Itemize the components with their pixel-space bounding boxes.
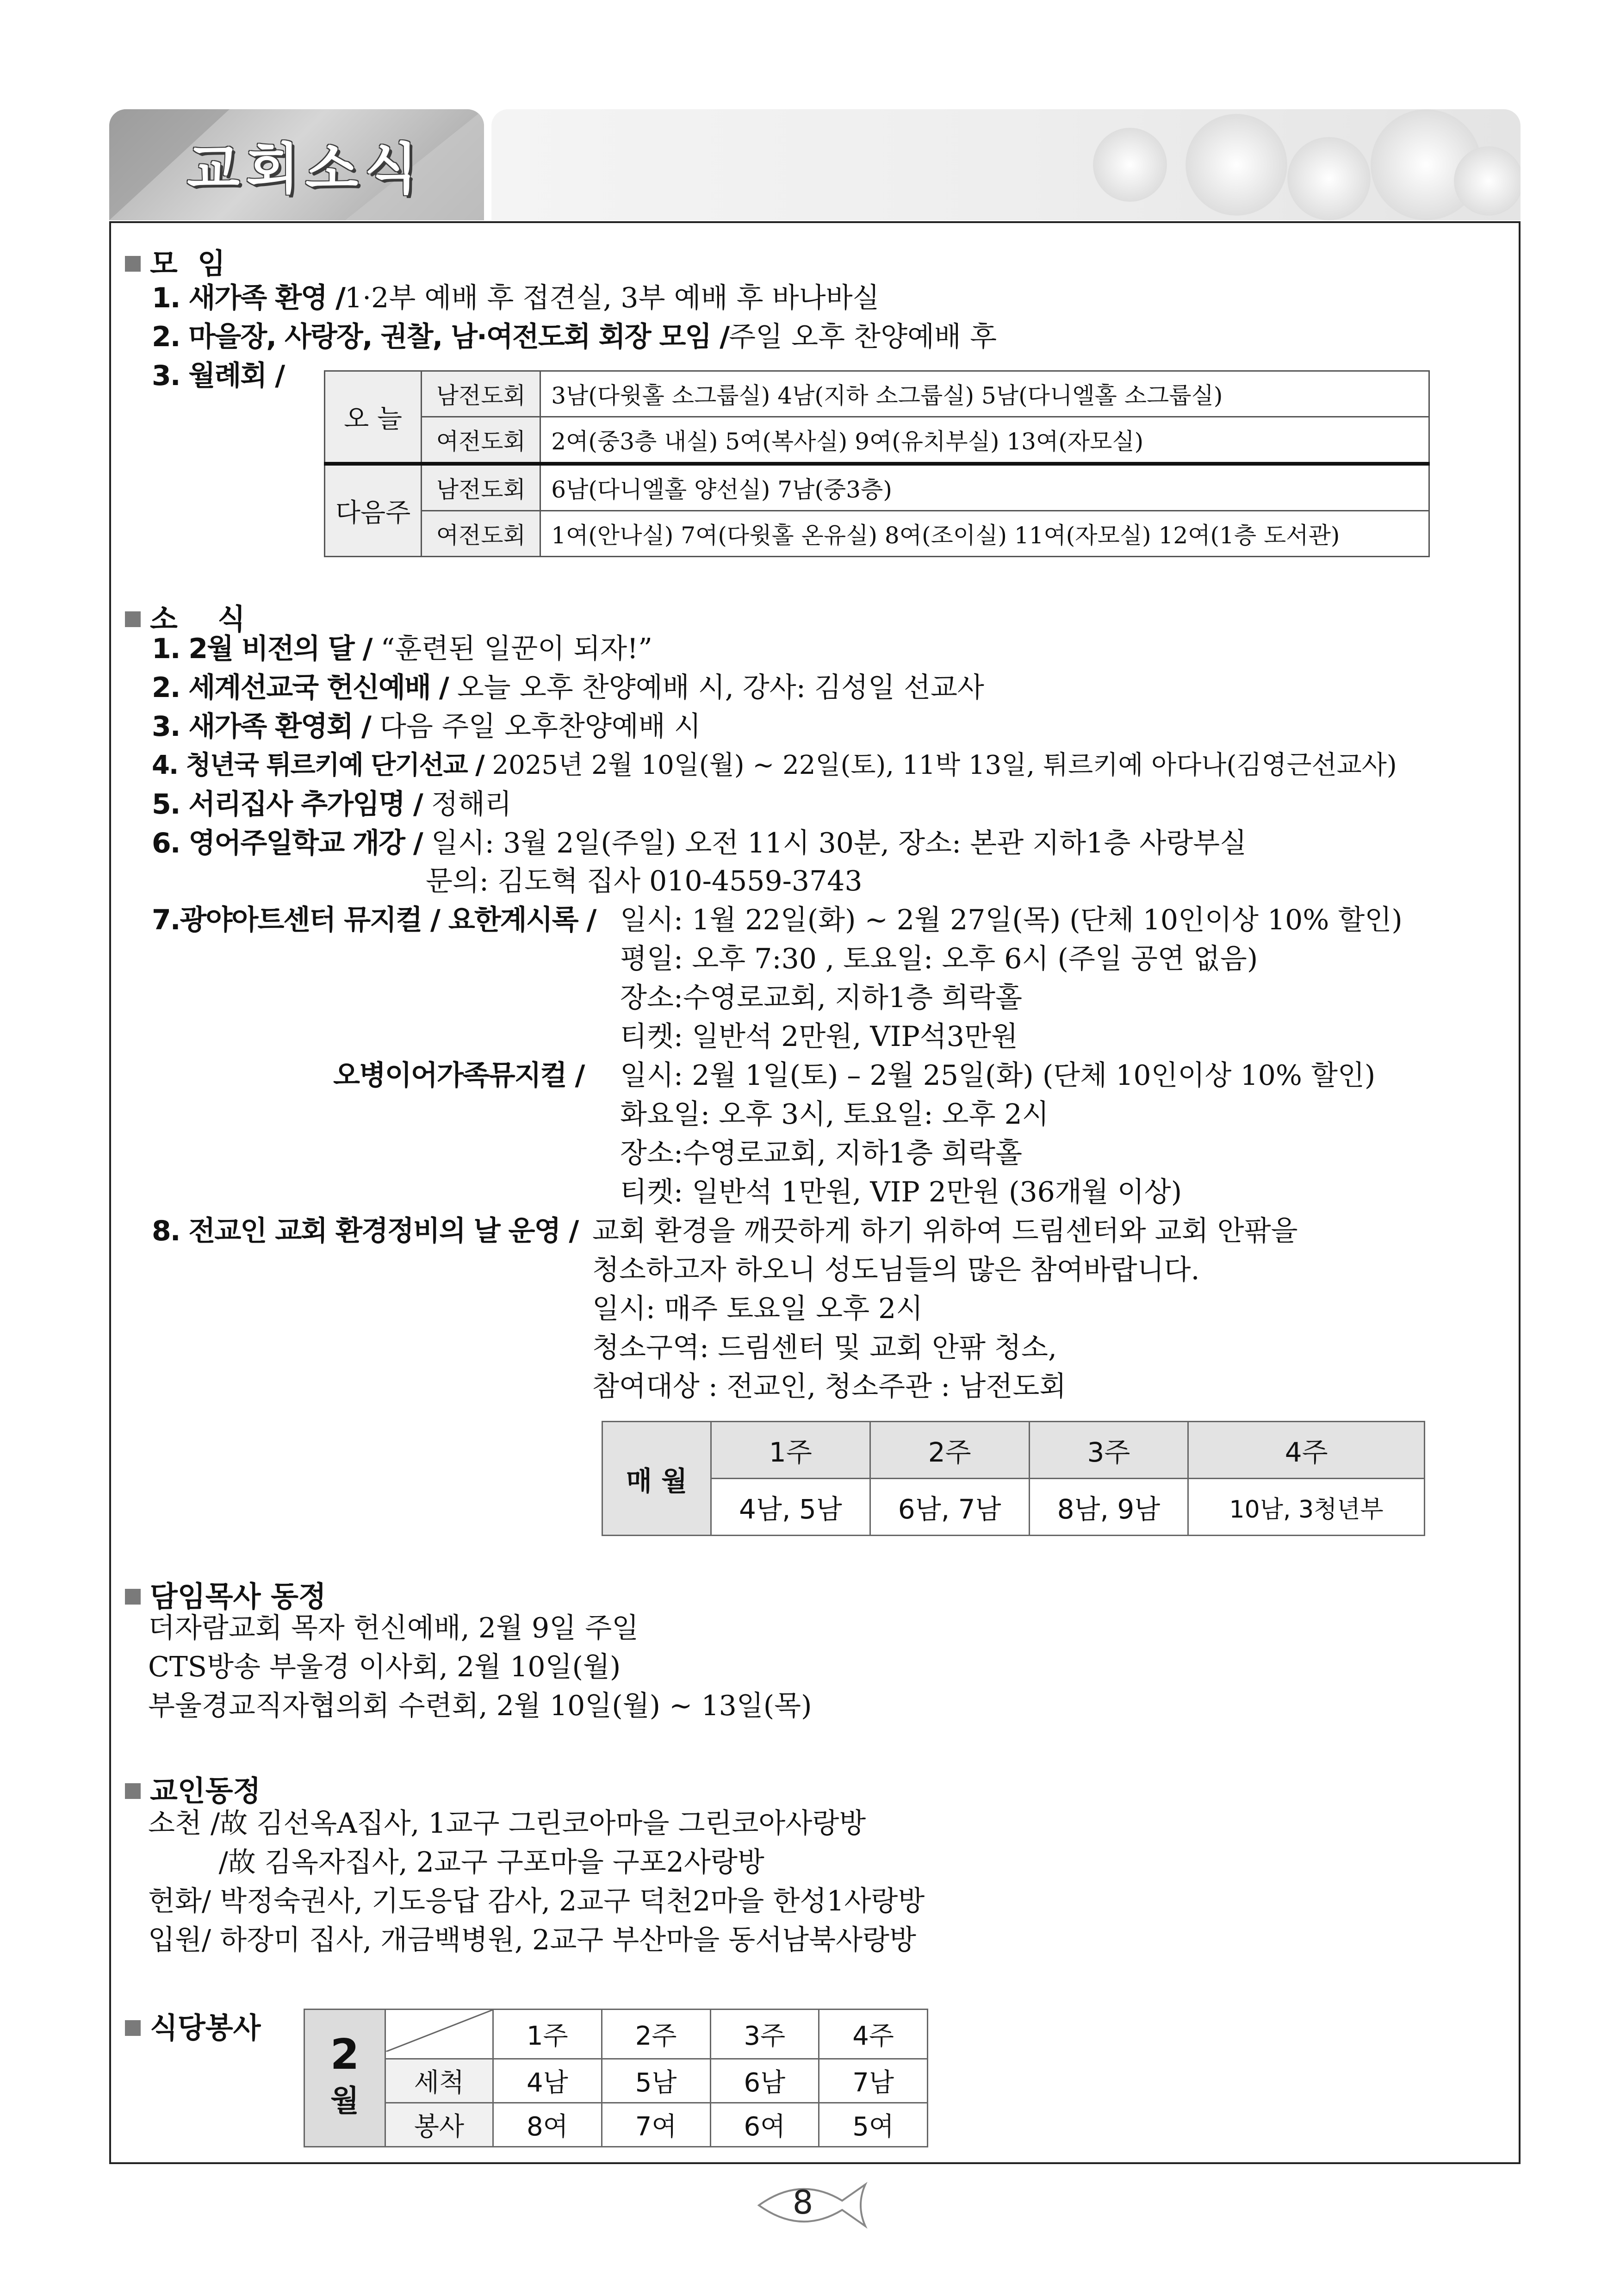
gathering-item-1 [152,279,880,317]
item-text: 2025년 2월 10일(월) ~ 22일(토), 11박 13일, 튀르키예 아다나(김영근선교사) [484,750,1397,780]
blossom-decoration [1287,137,1371,220]
cleaning-heading [152,1212,578,1251]
musical-1-line: 장소:수영로교회, 지하1층 희락홀 [620,982,1023,1014]
member-line: 소천 /故 김선옥A집사, 1교구 그린코아마을 그린코아사랑방 [148,1807,866,1840]
bullet-square-icon [125,2020,141,2036]
value-cell: 10남, 3청년부 [1188,1479,1425,1536]
item-heading: 오병이어가족뮤지컬 / [333,1059,584,1092]
page-title: 교회소식 [187,137,424,201]
kind-cell: 여전도회 [422,417,540,464]
kind-cell: 남전도회 [422,371,540,417]
kind-cell: 남전도회 [422,464,540,511]
musical-2-line: 티켓: 일반석 1만원, VIP 2만원 (36개월 이상) [620,1176,1182,1208]
row-label-cell: 봉사 [385,2103,493,2147]
week-header-cell: 1주 [493,2010,602,2059]
week-header-cell: 3주 [710,2010,819,2059]
bullet-square-icon [125,256,141,272]
item-text: 주일 오후 찬양예배 후 [729,321,997,353]
row-header-cell: 매 월 [602,1422,711,1536]
group-cell: 오 늘 [325,371,422,464]
musical-2-line: 화요일: 오후 3시, 토요일: 오후 2시 [620,1098,1049,1131]
row-label-cell: 세척 [385,2059,493,2103]
news-item-6 [152,824,1247,863]
value-cell: 6여 [710,2103,819,2147]
page-number-badge [750,2175,870,2235]
item-text: 오늘 오후 찬양예배 시, 강사: 김성일 선교사 [448,672,984,704]
item-heading: 2. 세계선교국 헌신예배 / [152,672,448,704]
blossom-decoration [1186,114,1287,216]
header-title-banner [109,109,484,220]
month-number: 2 [330,2030,360,2079]
value-cell: 4남 [493,2059,602,2103]
detail-cell: 2여(중3층 내실) 5여(복사실) 9여(유치부실) 13여(자모실) [540,417,1429,464]
news-item-6-contact [426,862,863,901]
item-heading: 8. 전교인 교회 환경정비의 날 운영 / [152,1215,578,1247]
week-header-cell: 2주 [602,2010,710,2059]
value-cell: 5여 [819,2103,928,2147]
gathering-item-2 [152,317,997,356]
section-heading-kitchen [125,2005,261,2046]
diagonal-line-icon [386,2010,492,2052]
musical-2-line: 일시: 2월 1일(토) – 2월 25일(화) (단체 10인이상 10% 할인) [620,1059,1376,1092]
cleaning-line: 청소구역: 드림센터 및 교회 안팎 청소, [592,1332,1057,1364]
kind-cell: 여전도회 [422,511,540,557]
gathering-item-3 [152,356,284,395]
table-row [325,511,1429,557]
detail-cell: 3남(다윗홀 소그룹실) 4남(지하 소그룹실) 5남(다니엘홀 소그룹실) [540,371,1429,417]
table-row [602,1479,1425,1536]
item-heading: 4. 청년국 튀르키예 단기선교 / [152,750,484,780]
kitchen-service-table [304,2009,928,2147]
cleaning-line: 참여대상 : 전교인, 청소주관 : 남전도회 [592,1370,1067,1403]
value-cell: 7여 [602,2103,710,2147]
item-heading: 3. 새가족 환영회 / [152,710,371,743]
member-line: /故 김옥자집사, 2교구 구포마을 구포2사랑방 [148,1846,764,1879]
pastor-line: 부울경교직자협의회 수련회, 2월 10일(월) ~ 13일(목) [148,1690,812,1722]
musical-1-line: 티켓: 일반석 2만원, VIP석3만원 [620,1020,1018,1053]
blossom-decoration [1454,146,1521,216]
member-line: 입원/ 하장미 집사, 개금백병원, 2교구 부산마을 동서남북사랑방 [148,1924,916,1956]
item-heading: 2. 마을장, 사랑장, 권찰, 남·여전도회 회장 모임 / [152,321,729,353]
member-line: 헌화/ 박정숙권사, 기도응답 감사, 2교구 덕천2마을 한성1사랑방 [148,1885,925,1917]
blossom-decoration [1093,128,1167,202]
diagonal-header-cell [385,2010,493,2059]
kitchen-table-wrap [304,2009,928,2147]
news-item-1 [152,629,652,668]
week-header-cell: 3주 [1029,1422,1188,1479]
item-heading: 7.광야아트센터 뮤지컬 / 요한계시록 / [152,904,596,936]
week-header-cell: 4주 [1188,1422,1425,1479]
news-item-3 [152,707,701,746]
musical-2-heading [333,1056,584,1095]
cleaning-schedule-table [602,1421,1425,1536]
value-cell: 6남 [710,2059,819,2103]
detail-cell: 1여(안나실) 7여(다윗홀 온유실) 8여(조이실) 11여(자모실) 12여(1층 도서관) [540,511,1429,557]
section-heading-members [125,1768,261,1809]
cleaning-line: 청소하고자 하오니 성도님들의 많은 참여바랍니다. [592,1254,1200,1286]
item-heading: 6. 영어주일학교 개강 / [152,827,422,859]
item-text: 일시: 3월 2일(주일) 오전 11시 30분, 장소: 본관 지하1층 사랑부실 [422,827,1247,859]
cleaning-table-wrap [602,1421,1425,1536]
group-cell: 다음주 [325,464,422,557]
meeting-table-wrap [324,370,1430,557]
table-row [325,464,1429,511]
value-cell: 8남, 9남 [1029,1479,1188,1536]
news-item-5 [152,785,512,824]
musical-1-heading [152,901,596,940]
value-cell: 5남 [602,2059,710,2103]
value-cell: 7남 [819,2059,928,2103]
item-text: 문의: 김도혁 집사 010-4559-3743 [426,865,863,897]
cleaning-line: 일시: 매주 토요일 오후 2시 [592,1293,923,1325]
section-title: 소 식 [150,602,246,636]
section-title: 식당봉사 [150,2011,261,2045]
item-text: 1·2부 예배 후 접견실, 3부 예배 후 바나바실 [344,282,880,314]
pastor-line: 더자람교회 목자 헌신예배, 2월 9일 주일 [148,1612,639,1644]
item-heading: 3. 월례회 / [152,360,285,392]
monthly-meeting-table [324,370,1430,557]
detail-cell: 6남(다니엘홀 양선실) 7남(중3층) [540,464,1429,511]
item-text: “훈련된 일꾼이 되자!” [372,633,652,665]
news-item-4 [152,746,1397,785]
value-cell: 6남, 7남 [870,1479,1029,1536]
month-cell [304,2010,385,2147]
musical-2-line: 장소:수영로교회, 지하1층 희락홀 [620,1137,1023,1170]
musical-1-line: 평일: 오후 7:30 , 토요일: 오후 6시 (주일 공연 없음) [620,943,1258,975]
section-title: 모 임 [150,247,225,280]
section-title: 담임목사 동정 [150,1580,326,1613]
cleaning-line: 교회 환경을 깨끗하게 하기 위하여 드림센터와 교회 안팎을 [592,1215,1298,1247]
table-row [304,2103,928,2147]
table-row [325,417,1429,464]
item-heading: 1. 새가족 환영 / [152,282,345,314]
news-item-2 [152,668,984,707]
table-row [304,2059,928,2103]
value-cell: 8여 [493,2103,602,2147]
bullet-square-icon [125,1589,141,1605]
item-heading: 5. 서리집사 추가임명 / [152,788,422,821]
bullet-square-icon [125,611,141,627]
musical-1-line: 일시: 1월 22일(화) ~ 2월 27일(목) (단체 10인이상 10% 할인) [620,904,1403,936]
pastor-line: CTS방송 부울경 이사회, 2월 10일(월) [148,1651,621,1683]
month-unit: 월 [330,2084,359,2118]
header-decoration-banner [491,109,1521,220]
page-number: 8 [792,2184,813,2221]
item-text: 정해리 [422,788,512,821]
section-heading-gatherings [125,241,225,282]
section-title: 교인동정 [150,1774,261,1808]
item-text: 다음 주일 오후찬양예배 시 [370,710,701,743]
value-cell: 4남, 5남 [711,1479,870,1536]
week-header-cell: 2주 [870,1422,1029,1479]
table-row [304,2010,928,2059]
week-header-cell: 4주 [819,2010,928,2059]
bullet-square-icon [125,1783,141,1799]
table-row [602,1422,1425,1479]
table-row [325,371,1429,417]
week-header-cell: 1주 [711,1422,870,1479]
item-heading: 1. 2월 비전의 달 / [152,633,372,665]
